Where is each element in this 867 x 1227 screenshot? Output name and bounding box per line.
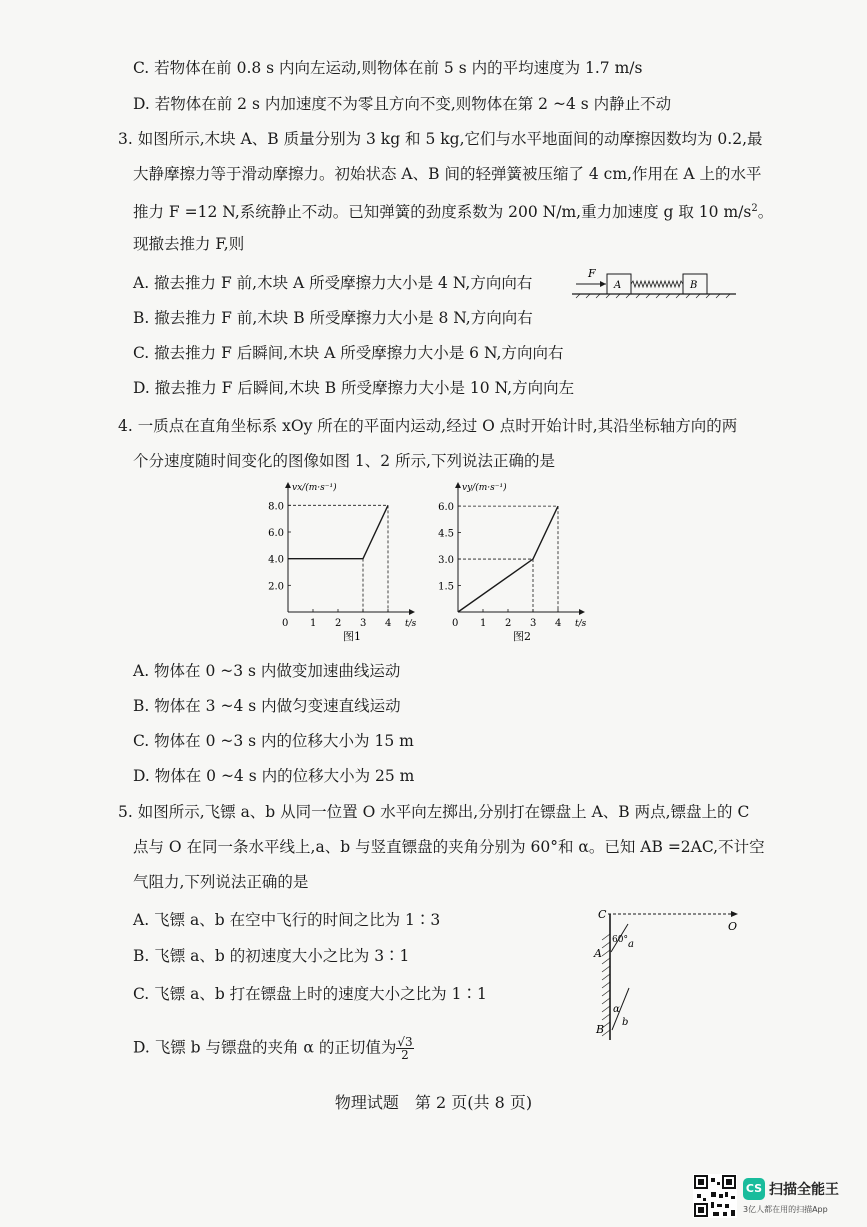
y-tick-label: 6.0 (438, 502, 454, 514)
q4-option-b: B. 物体在 3 ~4 s 内做匀变速直线运动 (133, 697, 401, 715)
q3-option-d: D. 撤去推力 F 后瞬间,木块 B 所受摩擦力大小是 10 N,方向向左 (133, 379, 575, 397)
force-label: F (588, 267, 596, 280)
x-axis-arrowhead (409, 609, 415, 615)
y-tick-label: 6.0 (268, 528, 284, 539)
y-axis-arrowhead (285, 482, 291, 488)
angle-alpha-label: α (613, 1004, 620, 1015)
badge-title: 扫描全能王 (769, 1182, 839, 1198)
x-tick-label: 1 (310, 618, 317, 629)
qr-code-icon (693, 1174, 737, 1218)
y-tick-label: 8.0 (268, 501, 284, 513)
q3-stem-line3: 推力 F =12 N,系统静止不动。已知弹簧的劲度系数为 200 N/m,重力加速度 g 取 10 $m/s^2$。 (133, 203, 774, 222)
q5-stem-line2: 点与 O 在同一条水平线上,a、b 与竖直镖盘的夹角分别为 60°和 α。已知 AB =2AC,不计空 (133, 838, 765, 856)
y-tick-label: 3.0 (438, 555, 454, 567)
y-tick-label: 2.0 (268, 581, 284, 593)
q5-option-b: B. 飞镖 a、b 的初速度大小之比为 3∶1 (133, 947, 410, 965)
y-axis-arrowhead (455, 482, 461, 488)
x-tick-label: 1 (480, 618, 487, 629)
q3-stem-line4: 现撤去推力 F,则 (133, 235, 245, 253)
q3-option-c: C. 撤去推力 F 后瞬间,木块 A 所受摩擦力大小是 6 N,方向向右 (133, 344, 564, 362)
spring (631, 281, 683, 287)
q4-option-c: C. 物体在 0 ~3 s 内的位移大小为 15 m (133, 732, 414, 750)
q3-option-a: A. 撤去推力 F 前,木块 A 所受摩擦力大小是 4 N,方向向右 (133, 274, 533, 292)
dartboard-hatch (602, 934, 610, 1036)
x-tick-label: 4 (555, 618, 562, 629)
o-arrowhead (731, 911, 738, 917)
point-a-label: A (594, 947, 602, 960)
x-tick-label: 2 (505, 618, 512, 629)
q3-stem-line2: 大静摩擦力等于滑动摩擦力。初始状态 A、B 间的轻弹簧被压缩了 4 cm,作用在 A 上的水平 (133, 165, 762, 183)
q4-option-a: A. 物体在 0 ~3 s 内做变加速曲线运动 (133, 662, 401, 680)
x-tick-label: 3 (530, 618, 537, 629)
q5-option-c: C. 飞镖 a、b 打在镖盘上时的速度大小之比为 1∶1 (133, 985, 487, 1003)
dart-a-label: a (628, 939, 634, 950)
badge-subtitle: 3亿人都在用的扫描App (743, 1205, 828, 1214)
page-footer: 物理试题 第 2 页(共 8 页) (334, 1093, 533, 1112)
q4-stem-line2: 个分速度随时间变化的图像如图 1、2 所示,下列说法正确的是 (133, 452, 556, 470)
point-c-label: C (598, 908, 607, 921)
camscanner-logo: CS (743, 1178, 765, 1200)
y-tick-label: 4.0 (268, 554, 284, 566)
chart-figure-1 (270, 478, 440, 643)
spring-blocks-figure (570, 264, 740, 304)
x-axis-label: t/s (405, 619, 417, 629)
block-b-label: B (690, 280, 698, 291)
angle-60-label: 60° (612, 935, 628, 945)
scanner-badge (693, 1172, 863, 1224)
point-b-label: B (596, 1023, 605, 1036)
dartboard-figure (588, 900, 748, 1048)
q5-stem-line3: 气阻力,下列说法正确的是 (133, 873, 309, 891)
y-axis-label: vy/(m·s⁻¹) (462, 483, 507, 493)
point-o-label: O (728, 920, 738, 933)
y-axis-label: vx/(m·s⁻¹) (292, 483, 337, 493)
q5-option-d: D. 飞镖 b 与镖盘的夹角 α 的正切值为 $\frac{√3}{2}$ (133, 1035, 413, 1062)
q5-stem-line1: 5. 如图所示,飞镖 a、b 从同一位置 O 水平向左掷出,分别打在镖盘上 A、B 两点,镖盘上的 C (118, 803, 750, 821)
x-axis-arrowhead (579, 609, 585, 615)
q2-option-c: C. 若物体在前 0.8 s 内向左运动,则物体在前 5 s 内的平均速度为 1.7 m/s (133, 59, 643, 77)
x-tick-label: 2 (335, 618, 342, 629)
x-tick-label: 0 (282, 618, 289, 629)
q3-option-b: B. 撤去推力 F 前,木块 B 所受摩擦力大小是 8 N,方向向右 (133, 309, 533, 327)
series-line (288, 505, 388, 558)
force-arrowhead (600, 281, 606, 287)
tan-fraction: $\frac{√3}{2}$ (397, 1035, 413, 1062)
q3-stem-line1: 3. 如图所示,木块 A、B 质量分别为 3 kg 和 5 kg,它们与水平地面间的动摩擦因数均为 0.2,最 (118, 130, 763, 148)
ground-hatch (576, 294, 730, 298)
x-tick-label: 0 (452, 618, 459, 629)
x-axis-label: t/s (575, 619, 587, 629)
x-tick-label: 3 (360, 618, 367, 629)
dart-b-label: b (622, 1017, 629, 1028)
y-tick-label: 1.5 (438, 581, 454, 593)
chart-title: 图2 (513, 630, 531, 643)
block-a-label: A (614, 280, 622, 291)
q4-stem-line1: 4. 一质点在直角坐标系 xOy 所在的平面内运动,经过 O 点时开始计时,其沿坐标轴方向的两 (118, 417, 738, 435)
chart-figure-2 (440, 478, 610, 643)
q2-option-d: D. 若物体在前 2 s 内加速度不为零且方向不变,则物体在第 2 ~4 s 内静止不动 (133, 95, 672, 113)
q4-option-d: D. 物体在 0 ~4 s 内的位移大小为 25 m (133, 767, 415, 785)
q5-option-a: A. 飞镖 a、b 在空中飞行的时间之比为 1∶3 (133, 911, 441, 929)
x-tick-label: 4 (385, 618, 392, 629)
y-tick-label: 4.5 (438, 528, 454, 540)
chart-title: 图1 (343, 630, 361, 643)
